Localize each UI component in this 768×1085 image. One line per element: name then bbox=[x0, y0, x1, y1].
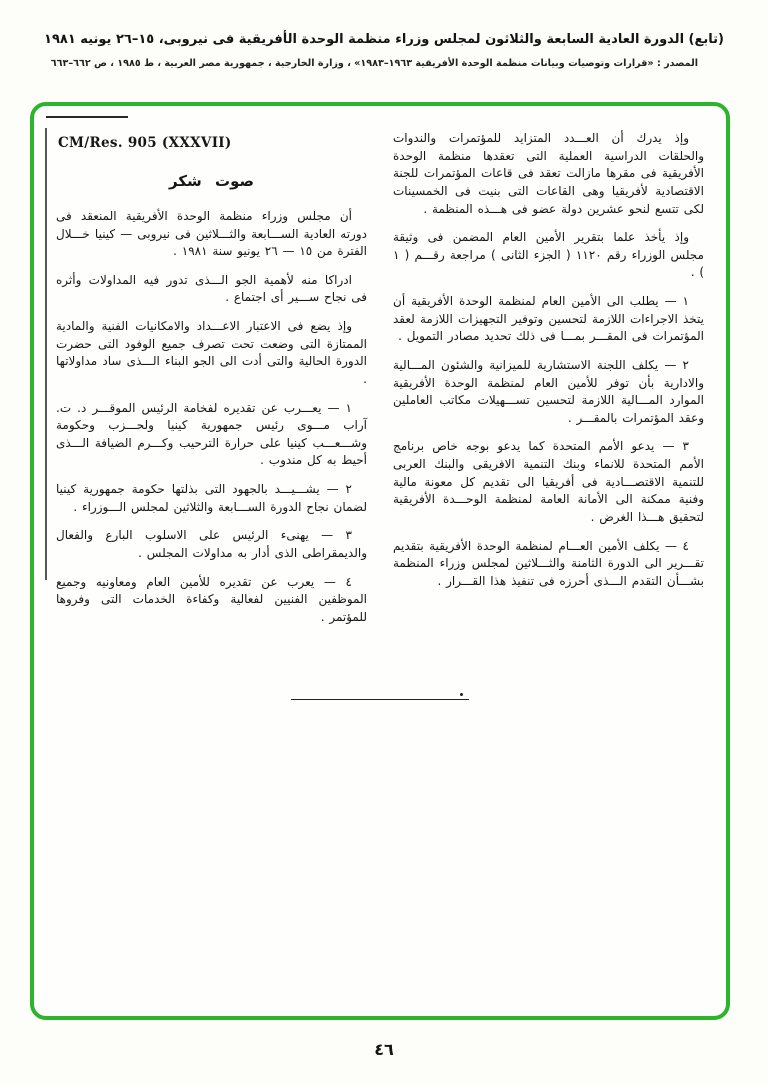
resolution-title: صوت شكر bbox=[169, 171, 254, 190]
paragraph: ٣ — يهنىء الرئيس على الاسلوب البارع والفعال والديمقراطى الذى أدار به مداولات المجلس . bbox=[56, 528, 367, 560]
scan-frame bbox=[30, 102, 730, 1020]
page-number: ٤٦ bbox=[374, 1040, 394, 1059]
resolution-id: CM/Res. 905 (XXXVII) bbox=[58, 135, 232, 151]
paragraph: ٢ — يشـــيـــد بالجهود التى بذلتها حكومة جمهورية كينيا لضمان نجاح الدورة الســـابعة والثلاثين لمجلس الـــوزراء . bbox=[56, 482, 367, 514]
scan-dot bbox=[460, 693, 463, 696]
footnote-rule bbox=[291, 699, 469, 700]
paragraph: وإذ يأخذ علما بتقرير الأمين العام المضمن فى وثيقة مجلس الوزراء رقم ١١٢٠ ( الجزء الثانى ) مراجعة رقـــم ( ١ ) . bbox=[393, 230, 704, 280]
session-header: (تابع) الدورة العادية السابعة والثلاثون لمجلس وزراء منظمة الوحدة الأفريقية فى نيروبى، ١٥–٢٦ يونيه ١٩٨١ bbox=[44, 32, 724, 47]
paragraph: أن مجلس وزراء منظمة الوحدة الأفريقية المنعقد فى دورته العادية الســـابعة والثـــلاثين فى نيروبى — كينيا خـــلال الفترة من ١٥ — ٢٦ يونيو سنة ١٩٨١ . bbox=[56, 208, 367, 259]
paragraph: وإذ يضع فى الاعتبار الاعـــداد والامكانيات الفنية والمادية الممتازة التى وضعت تحت تصرف جميع الوفود التى حضرت الدورة الحالية والتى أدت الى الجو البناء الـــذى ساد مداولاتها . bbox=[56, 319, 367, 386]
paragraph: ادراكا منه لأهمية الجو الـــذى تدور فيه المداولات وأثره فى نجاح ســـير أى اجتماع . bbox=[56, 272, 367, 305]
two-column-content bbox=[34, 106, 726, 637]
paragraph: ١ — يعـــرب عن تقديره لفخامة الرئيس الموقـــر د. ت. آراب مـــوى رئيس جمهورية كينيا ولحـــزب وحكومة وشـــعـــب كينيا على حرارة الترحيب وكـــرم الضيافة الـــذى أحيط به كل مندوب . bbox=[56, 400, 367, 468]
paragraph: وإذ يدرك أن العـــدد المتزايد للمؤتمرات والندوات والحلقات الدراسية العملية التى تعقدها منظمة الوحدة الأفريقية فى مقرها مازالت تعقد فى قاعات المؤتمرات للجنة الاقتصادية لأفريقيا وهى القاعات التى بنيت فى الخمسينات لكى تتسع لنحو عشرين دولة عضو فى هـــذه المنظمة . bbox=[393, 131, 704, 216]
paragraph: ٣ — يدعو الأمم المتحدة كما يدعو بوجه خاص برنامج الأمم المتحدة للانماء وبنك التنمية الافريقى والبنك العربى للتنمية الاقتصـــادية فى أفريقيا الى تقديم كل معونة مالية وفنية ممكنة الى الأمانة العامة لمنظمة الوحـــدة الأفريقية لتحقيق هـــذا الغرض . bbox=[393, 439, 704, 524]
paragraph: ٤ — يعرب عن تقديره للأمين العام ومعاونيه وجميع الموظفين الفنيين لفعالية وكفاءة الخدمات التى وفروها للمؤتمر . bbox=[56, 574, 367, 624]
paragraph: ١ — يطلب الى الأمين العام لمنظمة الوحدة الأفريقية أن يتخذ الاجراءات اللازمة لتحسين وتوفير التجهيزات اللازمة لعقد المؤتمرات فى المقـــر بمـــا فى ذلك تحديد مصادر التمويل . bbox=[393, 294, 704, 344]
left-column bbox=[56, 130, 367, 637]
paragraph: ٢ — يكلف اللجنة الاستشارية للميزانية والشئون المـــالية والادارية بأن توفر للأمين العام لمنظمة الوحدة الأفريقية الموارد المـــالية اللازمة لتحسين تســـهيلات مكاتب العاملين وعقد المؤتمرات بالمقـــر . bbox=[393, 357, 704, 425]
scan-artifact-horizontal bbox=[46, 116, 128, 118]
right-column bbox=[393, 130, 704, 637]
source-citation: المصدر : «قرارات وتوصيات وبيانات منظمة الوحدة الأفريقية ١٩٦٣–١٩٨٣» ، وزارة الخارجية ، جمهورية مصر العربية ، ط ١٩٨٥ ، ص ٦٦٢–٦٦٣ bbox=[50, 58, 698, 69]
paragraph: ٤ — يكلف الأمين العـــام لمنظمة الوحدة الأفريقية بتقديم تقـــرير الى الدورة الثامنة والثـــلاثين لمجلس وزراء المنظمة بشـــأن التقدم الـــذى أحرزه فى تنفيذ هذا القـــرار . bbox=[393, 538, 704, 588]
scan-artifact-vertical bbox=[45, 128, 47, 580]
